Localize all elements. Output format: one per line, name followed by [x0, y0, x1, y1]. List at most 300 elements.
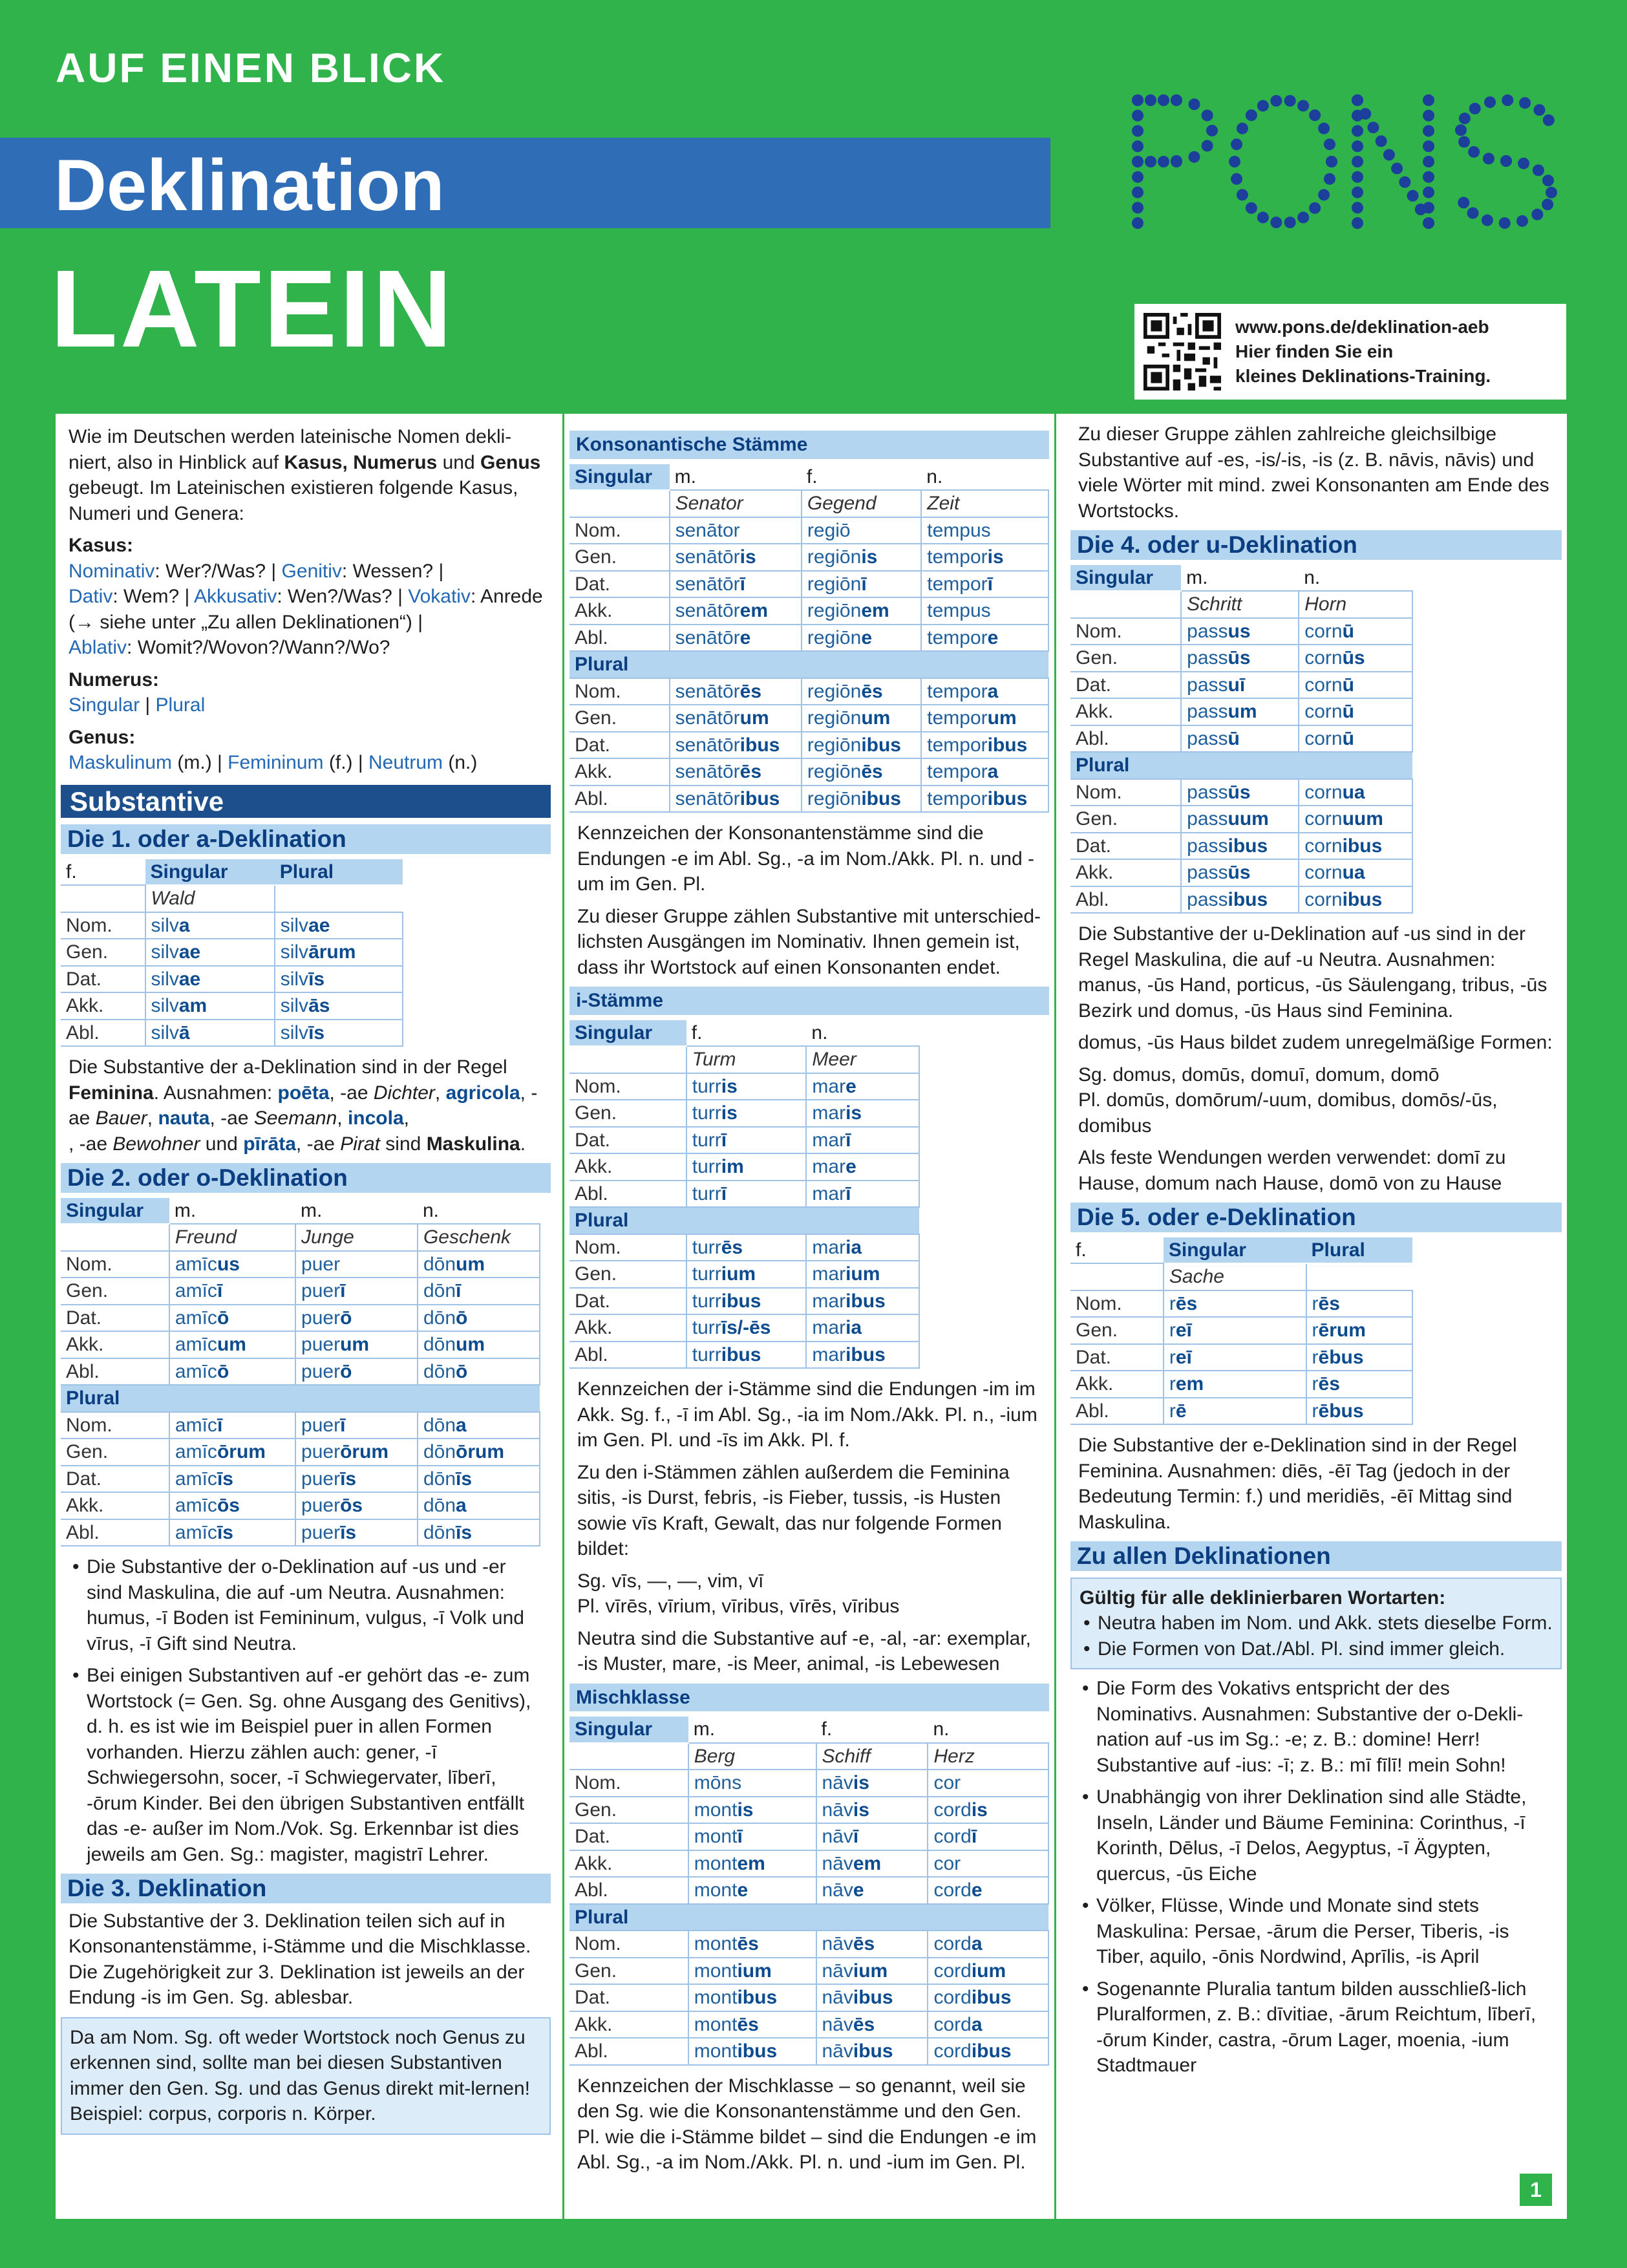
mixed-class-note: Kennzeichen der Mischklasse – so genannt, weil sie den Sg. wie die Konsonantenstämme und den Gen. Pl. wie die i-Stämme bildet – sind die Endungen -e im Abl. Sg., -a im Nom./Akk. Pl. n. und -ium im Gen. Pl. [577, 2075, 1037, 2173]
case-label: Abl. [569, 1342, 686, 1369]
case-label: Akk. [61, 992, 145, 1020]
form-cell: regiōnibus [802, 732, 921, 759]
logo-dot [1189, 98, 1200, 110]
logo-dot [1270, 217, 1282, 228]
form-cell: puerīs [295, 1466, 418, 1493]
case-label: Nom. [1070, 618, 1181, 645]
case-label: Nom. [569, 678, 670, 705]
form-cell: amīcō [169, 1305, 295, 1332]
case-label: Akk. [1070, 859, 1181, 886]
a-declension-note: Die Substantive der a-Deklination sind in der Regel Feminina. Ausnahmen: poēta, -ae Dichter, agricola, -ae Bauer, nauta, -ae Seemann, incola, , -ae Bewohner und pīrāta, -ae Pirat sind Maskulina. [69, 1056, 538, 1155]
table-row [1070, 886, 1412, 914]
logo-dot [1257, 211, 1269, 223]
form-cell: nāvī [816, 1823, 928, 1850]
numerus-heading: Numerus: [69, 669, 160, 690]
form-cell: rēs [1306, 1290, 1412, 1318]
table-row [61, 1305, 540, 1332]
section-consonant-stems: Konsonantische Stämme [569, 431, 1049, 459]
table-row [569, 786, 1048, 813]
logo-dot [1309, 109, 1321, 121]
case-label: Nom. [569, 1770, 688, 1797]
case-label: Abl. [61, 1020, 145, 1047]
form-cell: amīcī [169, 1412, 295, 1439]
logo-dot [1423, 110, 1434, 122]
qr-line: kleines Deklinations-Training. [1235, 366, 1491, 386]
table-row [569, 1314, 919, 1342]
form-cell: montēs [688, 2011, 816, 2038]
singular-header: Singular [145, 859, 275, 886]
logo-dot [1391, 163, 1403, 175]
form-cell: tempus [921, 597, 1048, 625]
form-cell: turrim [686, 1153, 807, 1181]
form-cell: amīcus [169, 1251, 295, 1278]
form-cell: nāve [816, 1877, 928, 1904]
logo-dot [1383, 149, 1395, 160]
logo-dot [1257, 100, 1269, 112]
form-cell: cordibus [928, 1984, 1048, 2011]
table-row [569, 1958, 1048, 1985]
case-label: Gen. [1070, 645, 1181, 672]
case-label: Gen. [61, 1439, 169, 1466]
form-cell: senātōrem [670, 597, 802, 625]
form-cell: passuum [1181, 806, 1299, 833]
u-note-2: domus, -ūs Haus bildet zudem unregelmäßige Formen: [1078, 1032, 1553, 1053]
form-cell: montī [688, 1823, 816, 1850]
form-cell: turris [686, 1073, 807, 1100]
general-rules-box [1070, 1578, 1562, 1670]
form-cell: silvam [145, 992, 275, 1020]
form-cell: passū [1181, 725, 1299, 753]
logo-dot [1423, 217, 1434, 229]
table-row [569, 597, 1048, 625]
case-label: Dat. [1070, 833, 1181, 860]
table-row [61, 1278, 540, 1305]
table-row [61, 912, 403, 939]
case-label: Nom. [569, 1931, 688, 1958]
form-cell: montēs [688, 1931, 816, 1958]
form-cell: regiōnēs [802, 678, 921, 705]
table-row [61, 1020, 403, 1047]
case-label: Akk. [1070, 1371, 1164, 1398]
logo-dot [1533, 164, 1544, 176]
form-cell: maribus [806, 1288, 919, 1315]
rule-item: • Die Formen von Dat./Abl. Pl. sind immer gleich. [1079, 1636, 1553, 1662]
table-row [1070, 806, 1412, 833]
table-row [1070, 645, 1412, 672]
form-cell: corda [928, 1931, 1048, 1958]
case-label: Dat. [1070, 672, 1181, 699]
form-cell: corde [928, 1877, 1048, 1904]
section-third-declension: Die 3. Deklination [61, 1874, 551, 1903]
case-label: Akk. [1070, 698, 1181, 725]
form-cell: tempora [921, 758, 1048, 786]
case-label: Akk. [569, 758, 670, 786]
form-cell: puerum [295, 1331, 418, 1358]
logo-dot [1352, 94, 1363, 106]
table-row [1070, 1317, 1412, 1344]
page-title: Deklination [54, 145, 445, 226]
case-label: Abl. [1070, 725, 1181, 753]
column-1 [56, 414, 556, 2219]
form-cell: regiō [802, 517, 921, 544]
e-declension-table: f. Singular Plural Sache Nom. rēs rēs Gen. reī rērum Dat. reī rēbus Akk. rem rēs Abl. rē rēbus [1070, 1237, 1413, 1426]
o-declension-table: Singular m. m. n. Freund Junge Geschenk Nom. amīcus puer dōnum Gen. amīcī puerī dōnī Dat. amīcō puerō dōnō Akk. amīcum puerum dōnum Abl. amīcō puerō dōnō Plural Nom. amīcī puerī dōna Gen. amīcōrum puerōrum dōnōrum Dat. amīcīs puerīs dōnīs Akk. amīcōs puerōs dōna Abl. amīcīs puerīs dōnīs [61, 1198, 540, 1547]
table-row [61, 1439, 540, 1466]
all-declensions-notes [1070, 1676, 1562, 2079]
form-cell: puerōrum [295, 1439, 418, 1466]
form-cell: puerō [295, 1305, 418, 1332]
i-stem-note-neutra: Neutra sind die Substantive auf -e, -al, -ar: exemplar, -is Muster, mare, -is Meer, animal, -is Lebewesen [577, 1627, 1032, 1674]
form-cell: dōnō [418, 1358, 540, 1385]
table-row [569, 544, 1048, 571]
form-cell: nāvis [816, 1797, 928, 1824]
table-row [1070, 698, 1412, 725]
form-cell: turribus [686, 1288, 807, 1315]
case-label: Dat. [569, 732, 670, 759]
table-row [569, 1288, 919, 1315]
form-cell: cordis [928, 1797, 1048, 1824]
table-row [569, 1100, 919, 1127]
table-row [61, 1466, 540, 1493]
form-cell: turrī [686, 1127, 807, 1154]
form-cell: senātōrēs [670, 678, 802, 705]
logo-dot [1376, 135, 1387, 147]
section-u-declension: Die 4. oder u-Deklination [1070, 530, 1562, 560]
logo-dot [1132, 140, 1143, 152]
e-note: Die Substantive der e-Deklination sind in der Regel Feminina. Ausnahmen: diēs, -ēī Tag (jedoch in der Bedeutung Termin: f.) und meridiēs, -ēī Mittag sind Maskulina. [1078, 1435, 1517, 1533]
case-label: Gen. [569, 1958, 688, 1985]
logo-dot [1533, 104, 1545, 116]
consonant-stems-table: Singular m. f. n. Senator Gegend Zeit Nom. senātor regiō tempus Gen. senātōris regiōnis temporis Dat. senātōrī regiōnī temporī Akk. senātōrem regiōnem tempus Abl. senātōre regiōne tempore Plural Nom. senātōrēs regiōnēs tempora Gen. senātōrum regiōnum temporum Dat. senātōribus regiōnibus temporibus Akk. senātōrēs regiōnēs tempora Abl. senātōribus regiōnibus temporibus [569, 464, 1049, 813]
table-row [1070, 779, 1412, 806]
case-label: Dat. [569, 1127, 686, 1154]
form-cell: senātōrī [670, 571, 802, 598]
form-cell: regiōnum [802, 705, 921, 732]
form-cell: dōnum [418, 1331, 540, 1358]
numerus-list: Singular | Plural [69, 694, 206, 716]
form-cell: maria [806, 1234, 919, 1261]
table-row [569, 625, 1048, 652]
form-cell: passus [1181, 618, 1299, 645]
table-row [569, 1797, 1048, 1824]
case-label: Akk. [569, 597, 670, 625]
form-cell: cornūs [1299, 645, 1412, 672]
logo-dot [1399, 177, 1410, 188]
logo-dot [1367, 122, 1379, 133]
table-row [569, 517, 1048, 544]
logo-dot [1145, 94, 1156, 106]
logo-dot [1542, 198, 1553, 210]
form-cell: passūs [1181, 645, 1299, 672]
logo-dot [1132, 187, 1143, 198]
table-row [569, 2011, 1048, 2038]
form-cell: rēbus [1306, 1398, 1412, 1425]
logo-dot [1132, 202, 1143, 213]
logo-dot [1352, 187, 1363, 198]
form-cell: rem [1164, 1371, 1306, 1398]
logo-dot [1423, 140, 1434, 152]
form-cell: puerī [295, 1412, 418, 1439]
table-row [569, 1877, 1048, 1904]
table-row [61, 966, 403, 993]
form-cell: dōna [418, 1492, 540, 1519]
form-cell: cornua [1299, 779, 1412, 806]
column-3 [1065, 414, 1567, 2219]
form-cell: regiōnibus [802, 786, 921, 813]
logo-dot [1246, 109, 1257, 121]
table-row [569, 678, 1048, 705]
form-cell: regiōnem [802, 597, 921, 625]
section-substantive: Substantive [61, 785, 551, 818]
section-i-stems: i-Stämme [569, 987, 1049, 1015]
form-cell: senātor [670, 517, 802, 544]
u-declension-table: Singular m. n. Schritt Horn Nom. passus cornū Gen. passūs cornūs Dat. passuī cornū Akk. passum cornū Abl. passū cornū Plural Nom. passūs cornua Gen. passuum cornuum Dat. passibus cornibus Akk. passūs cornua Abl. passibus cornibus [1070, 565, 1413, 914]
form-cell: silvae [275, 912, 403, 939]
logo-dot [1423, 202, 1434, 213]
logo-dot [1132, 217, 1143, 229]
table-row [569, 732, 1048, 759]
qr-info-box[interactable] [1134, 304, 1566, 400]
form-cell: senātōrēs [670, 758, 802, 786]
form-cell: amīcō [169, 1358, 295, 1385]
table-row [1070, 859, 1412, 886]
form-cell: regiōne [802, 625, 921, 652]
logo-dot [1132, 125, 1143, 137]
table-row [61, 1358, 540, 1385]
form-cell: reī [1164, 1344, 1306, 1371]
case-label: Nom. [61, 1412, 169, 1439]
mixed-class-intro: Zu dieser Gruppe zählen zahlreiche gleichsilbige Substantive auf -es, -is/-is, -is (z. B. nāvis, nāvis) und viele Wörter mit mind. zwei Konsonanten am Ende des Wortstocks. [1078, 423, 1549, 522]
logo-dot [1458, 197, 1469, 208]
logo-dot [1158, 156, 1169, 167]
section-e-declension: Die 5. oder e-Deklination [1070, 1203, 1562, 1232]
case-label: Akk. [61, 1492, 169, 1519]
table-row [569, 1850, 1048, 1878]
case-label: Nom. [61, 912, 145, 939]
logo-dot [1352, 140, 1363, 152]
table-row [1070, 725, 1412, 753]
logo-dot [1484, 96, 1496, 108]
form-cell: cornibus [1299, 833, 1412, 860]
logo-dot [1318, 189, 1330, 200]
form-cell: silvīs [275, 1020, 403, 1047]
form-cell: turrium [686, 1261, 807, 1288]
form-cell: nāvem [816, 1850, 928, 1878]
logo-dot [1231, 138, 1242, 150]
o-note-1: • Die Substantive der o-Deklination auf -us und -er sind Maskulina, die auf -um Neutra. Ausnahmen: humus, -ī Boden ist Femininum, vulgus, -ī Volk und vīrus, -ī Gift sind Neutra. [69, 1554, 543, 1656]
i-stem-note-1: Kennzeichen der i-Stämme sind die Endungen -im im Akk. Sg. f., -ī im Abl. Sg., -ia im Nom./Akk. Pl. n., -ium im Gen. Pl. und -īs im Akk. Pl. f. [577, 1378, 1037, 1451]
table-row [61, 1519, 540, 1546]
case-label: Dat. [61, 1466, 169, 1493]
form-cell: passibus [1181, 833, 1299, 860]
consonant-note-1: Kennzeichen der Konsonantenstämme sind die Endungen -e im Abl. Sg., -a im Nom./Akk. Pl. n. und -um im Gen. Pl. [577, 822, 1034, 895]
table-row [1070, 672, 1412, 699]
form-cell: rēbus [1306, 1344, 1412, 1371]
form-cell: maria [806, 1314, 919, 1342]
table-row [1070, 1290, 1412, 1318]
case-label: Nom. [569, 1073, 686, 1100]
form-cell: turrīs/-ēs [686, 1314, 807, 1342]
form-cell: rērum [1306, 1317, 1412, 1344]
page-subtitle: LATEIN [50, 248, 455, 370]
form-cell: dōnīs [418, 1519, 540, 1546]
logo-dot [1359, 108, 1371, 120]
form-cell: passuī [1181, 672, 1299, 699]
form-cell: cornibus [1299, 886, 1412, 914]
section-a-declension: Die 1. oder a-Deklination [61, 824, 551, 854]
case-label: Gen. [569, 1261, 686, 1288]
rule-item: • Neutra haben im Nom. und Akk. stets dieselbe Form. [1079, 1610, 1553, 1636]
vis-sg: Sg. vīs, —, —, vim, vī [577, 1570, 764, 1592]
logo-dot [1518, 158, 1529, 169]
case-label: Akk. [569, 2011, 688, 2038]
logo-dot [1482, 215, 1493, 226]
logo-dot [1318, 123, 1330, 134]
case-label: Dat. [61, 966, 145, 993]
table-row [569, 1931, 1048, 1958]
section-all-declensions: Zu allen Deklinationen [1070, 1541, 1562, 1571]
logo-dot [1284, 217, 1296, 228]
form-cell: cordium [928, 1958, 1048, 1985]
logo-dot [1237, 123, 1248, 134]
logo-dot [1423, 171, 1434, 183]
logo-dot [1502, 94, 1513, 106]
logo-dot [1132, 171, 1143, 183]
logo-dot [1189, 151, 1200, 163]
table-row [1070, 1398, 1412, 1425]
case-label: Nom. [569, 1234, 686, 1261]
logo-dot [1423, 94, 1434, 106]
form-cell: silvīs [275, 966, 403, 993]
case-label: Abl. [1070, 1398, 1164, 1425]
logo-dot [1202, 110, 1213, 122]
case-label: Dat. [569, 1823, 688, 1850]
kasus-list: Nominativ: Wer?/Was? | Genitiv: Wessen? | Dativ: Wem? | Akkusativ: Wen?/Was? | Vokativ: Anrede (→ siehe unter „Zu allen Deklinationen“) | Ablativ: Womit?/Wovon?/Wann?/Wo? [69, 560, 543, 658]
form-cell: nāvium [816, 1958, 928, 1985]
case-label: Abl. [569, 786, 670, 813]
vis-pl: Pl. vīrēs, vīrium, vīribus, vīrēs, vīribus [577, 1596, 900, 1617]
logo-dot [1352, 202, 1363, 213]
table-row [569, 1181, 919, 1208]
case-label: Nom. [1070, 1290, 1164, 1318]
form-cell: mare [806, 1153, 919, 1181]
form-cell: cornua [1299, 859, 1412, 886]
form-cell: turrī [686, 1181, 807, 1208]
logo-dot [1171, 156, 1182, 167]
form-cell: temporum [921, 705, 1048, 732]
form-cell: cornū [1299, 672, 1412, 699]
form-cell: temporibus [921, 786, 1048, 813]
qr-code-icon[interactable] [1143, 313, 1221, 390]
form-cell: passūs [1181, 779, 1299, 806]
consonant-note-2: Zu dieser Gruppe zählen Substantive mit unterschied-lichsten Ausgängen im Nominativ. Ihnen gemein ist, dass ihr Wortstock auf einen Konsonanten endet. [577, 905, 1041, 978]
intro-text: Wie im Deutschen werden lateinische Nomen dekli-niert, also in Hinblick auf Kasus, Numerus und Genus gebeugt. Im Lateinischen existieren folgende Kasus, Numeri und Genera: [69, 426, 541, 524]
form-cell: passūs [1181, 859, 1299, 886]
form-cell: tempus [921, 517, 1048, 544]
case-label: Gen. [569, 544, 670, 571]
form-cell: silvā [145, 1020, 275, 1047]
form-cell: montis [688, 1797, 816, 1824]
form-cell: nāvēs [816, 1931, 928, 1958]
form-cell: amīcum [169, 1331, 295, 1358]
case-label: Abl. [569, 625, 670, 652]
logo-dot [1352, 171, 1363, 183]
gender-header: f. [61, 859, 145, 886]
third-declension-text: Die Substantive der 3. Deklination teilen sich auf in Konsonantenstämme, i-Stämme und die Mischklasse. Die Zugehörigkeit zur 3. Deklination ist jeweils an der Endung -is im Gen. Sg. ablesbar. [69, 1910, 531, 2008]
table-row [569, 1770, 1048, 1797]
form-cell: cordī [928, 1823, 1048, 1850]
table-row [569, 1073, 919, 1100]
logo-dot [1270, 95, 1282, 107]
form-cell: reī [1164, 1317, 1306, 1344]
form-cell: mōns [688, 1770, 816, 1797]
plural-header: Plural [275, 859, 403, 886]
table-row [569, 1823, 1048, 1850]
case-label: Gen. [1070, 1317, 1164, 1344]
form-cell: maribus [806, 1342, 919, 1369]
logo-dot [1423, 156, 1434, 167]
table-row [61, 992, 403, 1020]
pons-logo [1125, 91, 1571, 233]
table-row [61, 1412, 540, 1439]
form-cell: monte [688, 1877, 816, 1904]
logo-dot [1543, 114, 1555, 126]
case-label: Gen. [1070, 806, 1181, 833]
form-cell: mare [806, 1073, 919, 1100]
logo-dot [1352, 156, 1363, 167]
logo-dot [1202, 140, 1213, 152]
qr-url[interactable]: www.pons.de/deklination-aeb [1235, 317, 1489, 337]
section-o-declension: Die 2. oder o-Deklination [61, 1163, 551, 1193]
table-row [569, 1153, 919, 1181]
logo-dot [1407, 190, 1419, 202]
form-cell: maris [806, 1100, 919, 1127]
form-cell: cornuum [1299, 806, 1412, 833]
form-cell: silvae [145, 966, 275, 993]
form-cell: cordibus [928, 2038, 1048, 2065]
form-cell: cornū [1299, 698, 1412, 725]
logo-dot [1500, 155, 1512, 167]
u-note-phrases: Als feste Wendungen werden verwendet: domī zu Hause, domum nach Hause, domō von zu Hause [1078, 1147, 1506, 1194]
form-cell: passum [1181, 698, 1299, 725]
case-label: Gen. [61, 1278, 169, 1305]
form-cell: puerīs [295, 1519, 418, 1546]
table-row [569, 1342, 919, 1369]
table-row [569, 1234, 919, 1261]
case-label: Abl. [61, 1358, 169, 1385]
case-label: Abl. [569, 1877, 688, 1904]
case-label: Abl. [1070, 886, 1181, 914]
case-label: Dat. [569, 1288, 686, 1315]
mixed-class-table: Singular m. f. n. Berg Schiff Herz Nom. mōns nāvis cor Gen. montis nāvis cordis Dat. montī nāvī cordī Akk. montem nāvem cor Abl. monte nāve corde Plural Nom. montēs nāvēs corda Gen. montium nāvium cordium Dat. montibus nāvibus cordibus Akk. montēs nāvēs corda Abl. montibus nāvibus cordibus [569, 1717, 1049, 2066]
form-cell: marī [806, 1181, 919, 1208]
form-cell: regiōnī [802, 571, 921, 598]
form-cell: montibus [688, 1984, 816, 2011]
logo-dot [1531, 209, 1543, 220]
logo-dot [1231, 173, 1242, 185]
form-cell: senātōribus [670, 732, 802, 759]
form-cell: cor [928, 1770, 1048, 1797]
logo-dot [1132, 94, 1143, 106]
i-stem-note-2: Zu den i-Stämmen zählen außerdem die Feminina sitis, -is Durst, febris, -is Fieber, tussis, -is Husten sowie vīs Kraft, Gewalt, das nur folgende Formen bildet: [577, 1461, 1010, 1559]
table-row [569, 2038, 1048, 2065]
tip-box: Da am Nom. Sg. oft weder Wortstock noch Genus zu erkennen sind, sollte man bei diesen Substantiven immer den Gen. Sg. und das Genus direkt mit-lernen! Beispiel: corpus, corporis n. Körper. [61, 2017, 551, 2135]
form-cell: amīcīs [169, 1466, 295, 1493]
logo-dot [1326, 156, 1337, 167]
form-cell: turrēs [686, 1234, 807, 1261]
form-cell: puer [295, 1251, 418, 1278]
table-row [569, 758, 1048, 786]
